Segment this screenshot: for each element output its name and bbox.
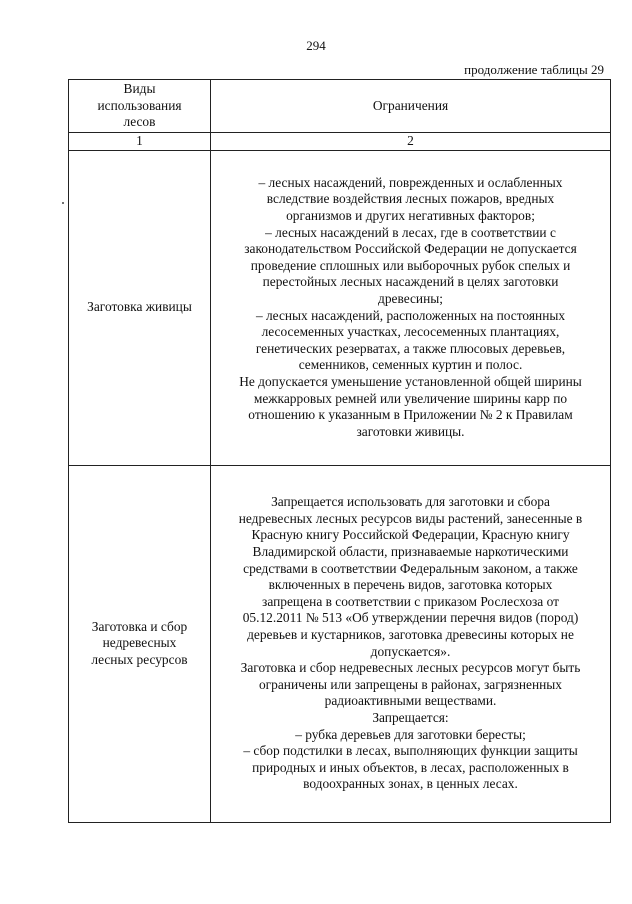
text-line: ограничены или запрещены в районах, загрязненных	[258, 676, 562, 692]
restrictions-table	[68, 79, 611, 823]
text-line: природных и иных объектов, в лесах, расположенных в	[252, 759, 569, 775]
text-line: организмов и других негативных факторов;	[286, 208, 535, 224]
text-line: средствами в соответствии Федеральным законом, а также	[243, 560, 578, 576]
text-line: лесосеменных участках, лесосеменных плантациях,	[261, 324, 560, 340]
text-line: водоохранных зонах, в ценных лесах.	[303, 776, 518, 792]
scan-speck	[62, 202, 64, 204]
text-line: недревесных лесных ресурсов виды растений, занесенные в	[238, 510, 583, 526]
text-line: Не допускается уменьшение установленной общей ширины	[239, 373, 582, 389]
text-line: – лесных насаждений, поврежденных и ослабленных	[258, 174, 563, 190]
text-line: допускается».	[370, 643, 451, 659]
text-line: заготовки живицы.	[356, 423, 465, 439]
text-line: проведение сплошных или выборочных рубок спелых и	[250, 257, 571, 273]
text-line: Заготовка и сбор недревесных лесных ресурсов могут быть	[240, 660, 581, 676]
text-line: Запрещается использовать для заготовки и сбора	[271, 494, 550, 510]
page-number: 294	[306, 38, 326, 53]
column-number: 1	[69, 133, 211, 151]
header-line: использования	[97, 97, 182, 113]
table-header-row	[69, 80, 611, 133]
row-type-cell: Заготовка живицы	[69, 150, 211, 465]
text-line: – лесных насаждений в лесах, где в соответствии с	[265, 224, 556, 240]
table-row	[69, 465, 611, 822]
text-line: деревьев и кустарников, заготовка древесины которых не	[247, 627, 574, 642]
text-line: – лесных насаждений, расположенных на постоянных	[255, 307, 566, 323]
column-number-row	[69, 133, 611, 151]
header-line: лесов	[123, 114, 156, 130]
header-cell-forest-use-types	[69, 80, 211, 133]
column-number: 2	[211, 133, 611, 151]
header-line: Виды	[123, 81, 156, 97]
table-row	[69, 150, 611, 465]
text-line: – сбор подстилки в лесах, выполняющих функции защиты	[243, 743, 578, 759]
text-line: межкарровых ремней или увеличение ширины карр по	[253, 390, 568, 406]
text-line: семенников, семенных куртин и полос.	[298, 357, 523, 373]
text-line: лесных ресурсов	[91, 651, 188, 667]
text-line: перестойных лесных насаждений в целях заготовки	[262, 274, 559, 290]
text-line: 05.12.2011 № 513 «Об утверждении перечня видов (пород)	[242, 610, 579, 626]
text-line: Запрещается:	[372, 709, 449, 725]
text-line: – рубка деревьев для заготовки бересты;	[295, 726, 526, 742]
text-line: включенных в перечень видов, заготовка которых	[268, 577, 553, 593]
row-restrictions-cell	[211, 150, 611, 465]
text-line: радиоактивными веществами.	[324, 693, 497, 709]
row-restrictions-cell	[211, 465, 611, 822]
text-line: вследствие воздействия лесных пожаров, вредных	[266, 191, 555, 207]
text-line: Владимирской области, признаваемые наркотическими	[252, 544, 569, 560]
text-line: древесины;	[378, 291, 443, 306]
text-line: запрещена в соответствии с приказом Рослесхоза от	[262, 593, 559, 609]
text-line: Заготовка и сбор	[91, 618, 188, 634]
header-cell-restrictions: Ограничения	[211, 80, 611, 133]
table-continuation-label: продолжение таблицы 29	[464, 62, 604, 77]
text-line: Красную книгу Российской Федерации, Красную книгу	[251, 527, 570, 543]
row-type-cell	[69, 465, 211, 822]
text-line: отношению к указанным в Приложении № 2 к Правилам	[248, 407, 573, 423]
text-line: законодательством Российской Федерации не допускается	[244, 241, 577, 257]
text-line: недревесных	[102, 635, 177, 651]
text-line: генетических резерватах, а также плюсовых деревьев,	[255, 340, 566, 356]
